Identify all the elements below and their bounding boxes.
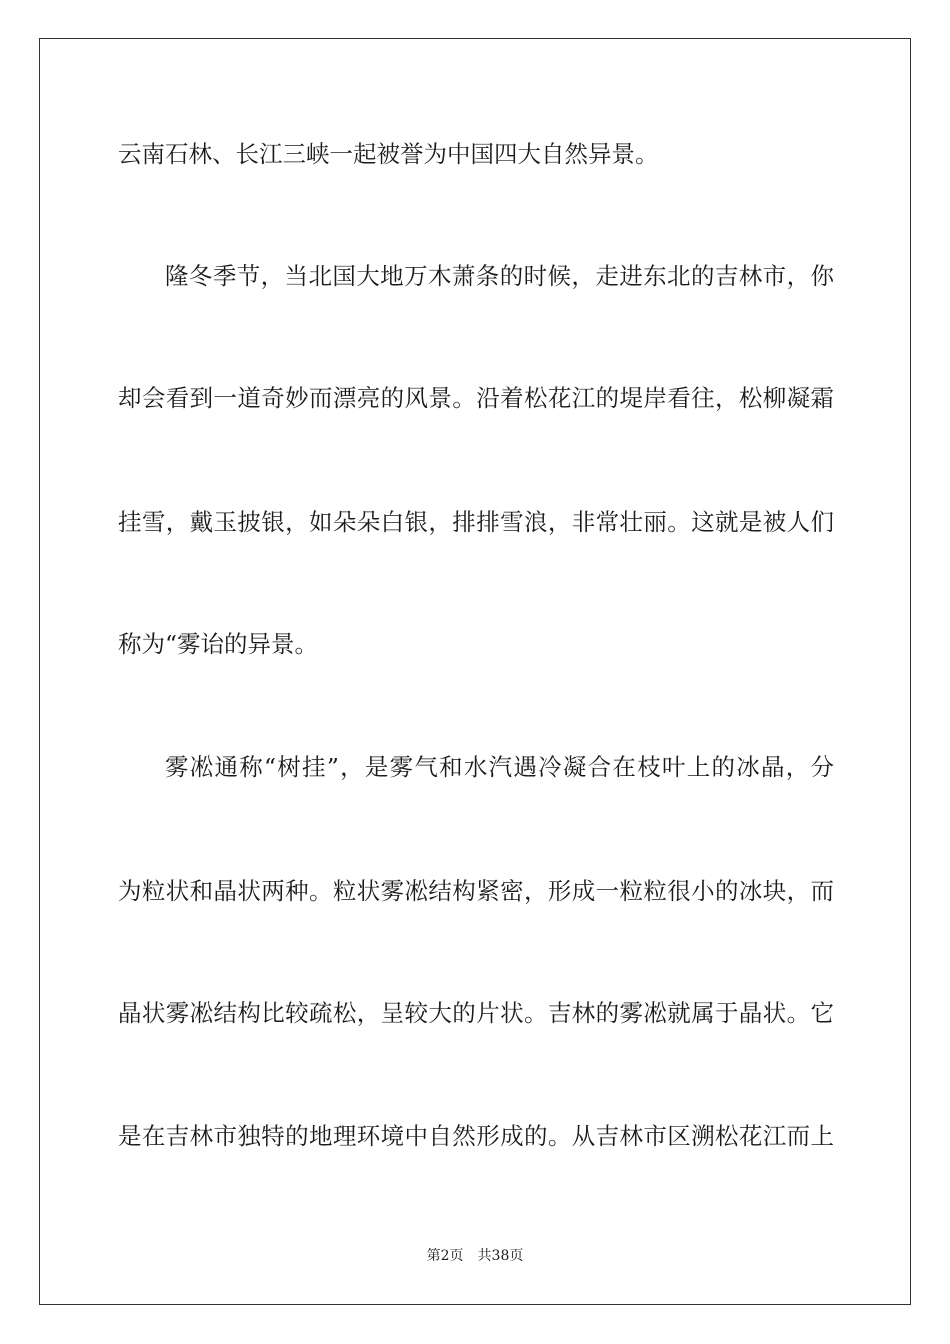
text-line-6: 雾凇通称“树挂”，是雾气和水汽遇冷凝合在枝叶上的冰晶，分 (165, 753, 834, 781)
text-line-2: 隆冬季节，当北国大地万木萧条的时候，走进东北的吉林市，你 (165, 262, 834, 290)
text-line-1: 云南石林、长江三峡一起被誉为中国四大自然异景。 (118, 140, 659, 168)
page-total: 共38页 (477, 1248, 524, 1264)
page-footer (0, 1246, 950, 1266)
text-line-8: 晶状雾凇结构比较疏松，呈较大的片状。吉林的雾凇就属于晶状。它 (118, 999, 834, 1027)
text-line-5: 称为“雾诒的异景。 (118, 630, 319, 658)
text-line-9: 是在吉林市独特的地理环境中自然形成的。从吉林市区溯松花江而上 (118, 1122, 834, 1150)
page-number: 第2页 (426, 1248, 464, 1264)
text-line-7: 为粒状和晶状两种。粒状雾凇结构紧密，形成一粒粒很小的冰块，而 (118, 877, 834, 905)
text-line-3: 却会看到一道奇妙而漂亮的风景。沿着松花江的堤岸看往，松柳凝霜 (118, 384, 834, 412)
page-border (39, 38, 911, 1305)
text-line-4: 挂雪，戴玉披银，如朵朵白银，排排雪浪，非常壮丽。这就是被人们 (118, 508, 834, 536)
